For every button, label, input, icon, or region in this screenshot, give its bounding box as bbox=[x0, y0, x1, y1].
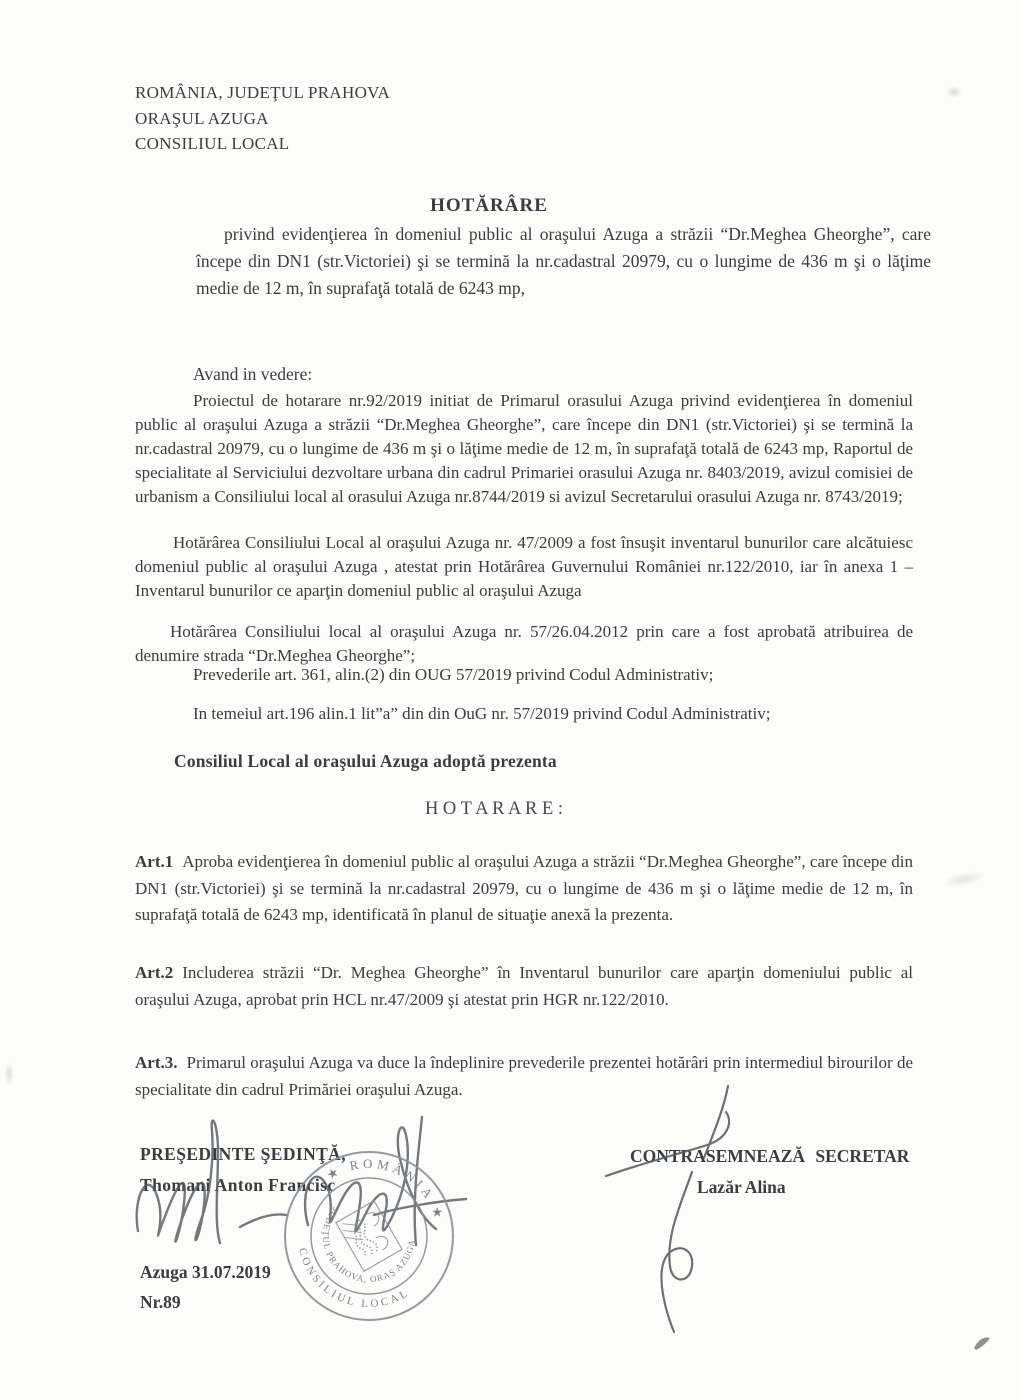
stamp-country-text: ★ ROMÂNIA ★ bbox=[323, 1155, 448, 1224]
letterhead-country-county: ROMÂNIA, JUDEŢUL PRAHOVA bbox=[135, 83, 391, 102]
article-2-text: Includerea străzii “Dr. Meghea Gheorghe” în Inventarul bunurilor care aparţin domeniului public al oraşului Azuga, aprobat prin HCL nr.47/2009 şi atestat prin HGR nr.122/2010. bbox=[135, 963, 913, 1009]
preamble-lead: Avand in vedere: bbox=[193, 364, 313, 384]
document-title: HOTĂRÂRE bbox=[430, 195, 548, 216]
preamble-paragraph-4: Prevederile art. 361, alin.(2) din OUG 57/2019 privind Codul Administrativ; bbox=[193, 665, 714, 684]
article-3-label: Art.3. bbox=[135, 1053, 178, 1072]
secretary-role: CONTRASEMNEAZĂ SECRETAR bbox=[630, 1146, 910, 1166]
article-2 bbox=[135, 960, 913, 1013]
scan-artifact bbox=[4, 1062, 14, 1086]
coat-of-arms-emblem bbox=[336, 1201, 402, 1271]
president-name: Thomani Anton Francisc bbox=[140, 1175, 336, 1195]
article-2-label: Art.2 bbox=[135, 963, 174, 982]
stamp-county-town-text: JUDEŢUL PRAHOVA, ORAŞ AZUGA bbox=[320, 1205, 417, 1285]
letterhead bbox=[135, 80, 390, 157]
scan-artifact bbox=[946, 86, 962, 98]
pen-mark-artifact bbox=[970, 1332, 996, 1354]
article-3 bbox=[135, 1050, 913, 1103]
letterhead-council: CONSILIUL LOCAL bbox=[135, 134, 290, 153]
article-1-label: Art.1 bbox=[135, 852, 174, 871]
secretary-name: Lazăr Alina bbox=[697, 1177, 786, 1197]
place-date: Azuga 31.07.2019 bbox=[140, 1262, 271, 1282]
adoption-line: Consiliul Local al oraşului Azuga adoptă prezenta bbox=[174, 751, 557, 771]
letterhead-town: ORAŞUL AZUGA bbox=[135, 108, 269, 128]
secretary-handwritten-signature bbox=[592, 1080, 767, 1345]
scan-artifact bbox=[941, 868, 987, 891]
stamp-council-text: CONSILIUL LOCAL bbox=[296, 1246, 412, 1311]
legal-basis-paragraph: In temeiul art.196 alin.1 lit”a” din din OuG nr. 57/2019 privind Codul Administrativ; bbox=[193, 704, 771, 723]
article-1-text: Aproba evidenţierea în domeniul public al oraşului Azuga a străzii “Dr.Meghea Gheorghe”, care începe din DN1 (str.Victoriei) şi se termină la nr.cadastral 20979, cu o lungime de 436 m şi o lăţime medie de 12 m, în suprafaţă totală de 6243 mp, identificată în planul de situaţie anexă la prezenta. bbox=[135, 852, 913, 924]
document-subtitle: privind evidenţierea în domeniul public al oraşului Azuga a străzii “Dr.Meghea Gheorghe”, care începe din DN1 (str.Victoriei) şi se termină la nr.cadastral 20979, cu o lungime de 436 m şi o lăţime medie de 12 m, în suprafaţă totală de 6243 mp, bbox=[196, 224, 931, 298]
article-3-text: Primarul oraşului Azuga va duce la îndeplinire prevederile prezentei hotărâri prin intermediul birourilor de specialitate din cadrul Primăriei oraşului Azuga. bbox=[135, 1053, 913, 1099]
president-role: PREŞEDINTE ŞEDINŢĂ, bbox=[140, 1144, 346, 1164]
preamble-paragraph-3: Hotărârea Consiliului local al oraşului Azuga nr. 57/26.04.2012 prin care a fost aprobată atribuirea de denumire strada “Dr.Meghea Gheorghe”; bbox=[135, 622, 913, 665]
preamble-paragraph-1: Proiectul de hotarare nr.92/2019 initiat de Primarul orasului Azuga privind evidenţierea în domeniul public al oraşului Azuga a străzii “Dr.Meghea Gheorghe”, care începe din DN1 (str.Victoriei) şi se termină la nr.cadastral 20979, cu o lungime de 436 m şi o lăţime medie de 12 m, în suprafaţă totală de 6243 mp, Raportul de specialitate al Serviciului dezvoltare urbana din cadrul Primariei orasului Azuga nr. 8403/2019, avizul comisiei de urbanism a Consiliului local al orasului Azuga nr.8744/2019 si avizul Secretarului orasului Azuga nr. 8743/2019; bbox=[135, 391, 913, 506]
article-1 bbox=[135, 849, 913, 929]
decision-number: Nr.89 bbox=[140, 1292, 181, 1312]
decision-heading: H O T A R A R E : bbox=[424, 799, 564, 819]
council-round-stamp bbox=[274, 1141, 464, 1331]
preamble-paragraph-2: Hotărârea Consiliului Local al oraşului Azuga nr. 47/2009 a fost însuşit inventarul bunurilor care alcătuiesc domeniul public al oraşului Azuga , atestat prin Hotărârea Guvernului României nr.122/2010, iar în anexa 1 – Inventarul bunurilor ce aparţin domeniul public al oraşului Azuga bbox=[135, 533, 913, 600]
